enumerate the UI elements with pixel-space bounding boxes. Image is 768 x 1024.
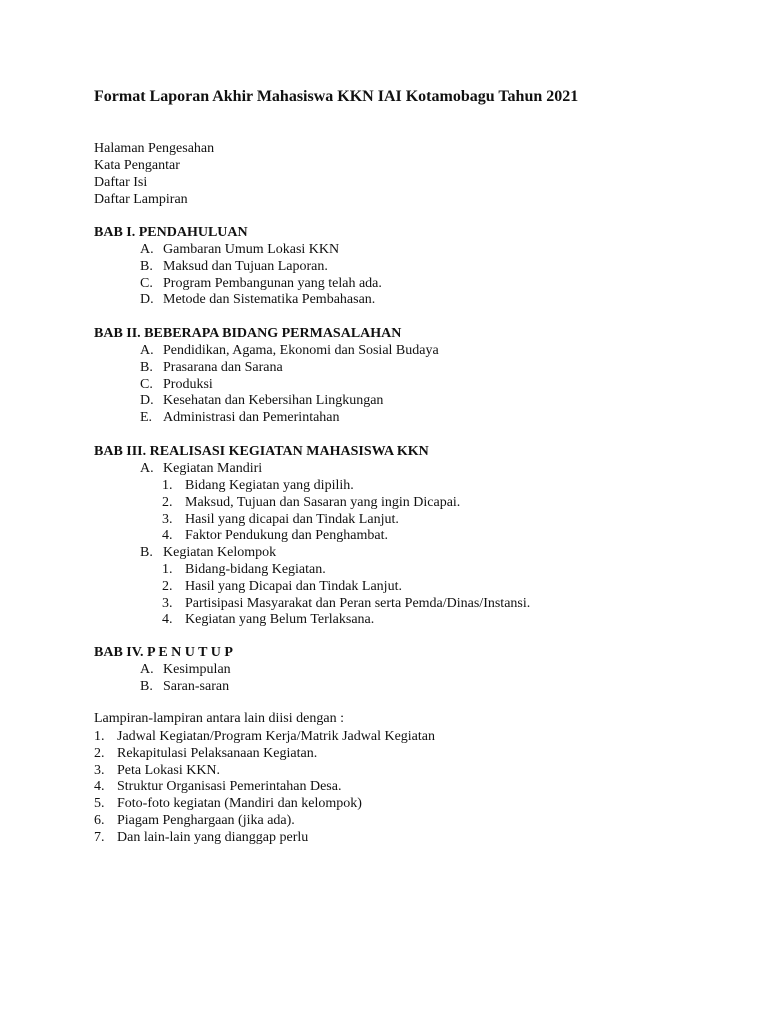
list-item-text: Hasil yang Dicapai dan Tindak Lanjut. (185, 578, 402, 594)
list-marker: 2. (162, 578, 173, 594)
list-item-text: Struktur Organisasi Pemerintahan Desa. (117, 779, 342, 795)
list-marker: B. (140, 678, 153, 694)
lampiran-intro: Lampiran-lampiran antara lain diisi dengan : (94, 711, 344, 726)
list-item-text: Bidang-bidang Kegiatan. (185, 562, 326, 577)
list-item-text: Maksud, Tujuan dan Sasaran yang ingin Dicapai. (185, 494, 461, 510)
bab1-heading: BAB I. PENDAHULUAN (94, 225, 248, 240)
list-marker: E. (140, 410, 153, 426)
list-item-text: Faktor Pendukung dan Penghambat. (185, 528, 388, 544)
list-marker: 4. (94, 779, 105, 795)
front-matter-item: Halaman Pengesahan (94, 141, 215, 156)
list-marker: 4. (162, 528, 173, 544)
list-marker: A. (140, 461, 154, 476)
list-item-text: Piagam Penghargaan (jika ada). (117, 812, 295, 828)
list-marker: B. (140, 359, 153, 375)
list-item-text: Produksi (163, 376, 213, 392)
list-item-text: Pendidikan, Agama, Ekonomi dan Sosial Budaya (163, 343, 439, 358)
document-title: Format Laporan Akhir Mahasiswa KKN IAI Kotamobagu Tahun 2021 (94, 88, 579, 105)
list-marker: 1. (94, 729, 105, 744)
list-item-text: Kegiatan yang Belum Terlaksana. (185, 612, 375, 628)
list-item-text: Program Pembangunan yang telah ada. (163, 275, 382, 291)
list-marker: A. (140, 343, 154, 358)
bab3-heading: BAB III. REALISASI KEGIATAN MAHASISWA KKN (94, 444, 429, 459)
list-marker: A. (140, 242, 154, 257)
list-marker: C. (140, 376, 153, 392)
list-item-text: Dan lain-lain yang dianggap perlu (117, 829, 309, 845)
list-item-text: Saran-saran (163, 678, 230, 694)
list-item-text: Kesehatan dan Kebersihan Lingkungan (163, 393, 384, 409)
list-item-text: Kegiatan Kelompok (163, 545, 277, 560)
list-item-text: Peta Lokasi KKN. (117, 762, 221, 778)
list-marker: D. (140, 292, 154, 308)
list-marker: 7. (94, 829, 105, 845)
list-marker: 6. (94, 812, 105, 828)
list-marker: B. (140, 545, 153, 560)
front-matter-item: Daftar Isi (94, 175, 148, 190)
list-item-text: Gambaran Umum Lokasi KKN (163, 242, 340, 257)
list-item-text: Metode dan Sistematika Pembahasan. (163, 292, 376, 308)
list-item-text: Prasarana dan Sarana (163, 359, 283, 375)
list-marker: 5. (94, 796, 105, 812)
list-item-text: Kesimpulan (163, 662, 231, 677)
bab4-heading: BAB IV. P E N U T U P (94, 645, 233, 660)
list-item-text: Administrasi dan Pemerintahan (163, 410, 340, 426)
list-marker: 3. (94, 762, 105, 778)
front-matter-item: Daftar Lampiran (94, 192, 188, 207)
list-marker: 3. (162, 595, 173, 611)
list-marker: C. (140, 275, 153, 291)
list-item-text: Partisipasi Masyarakat dan Peran serta Pemda/Dinas/Instansi. (185, 595, 531, 611)
bab2-heading: BAB II. BEBERAPA BIDANG PERMASALAHAN (94, 326, 402, 341)
list-item-text: Hasil yang dicapai dan Tindak Lanjut. (185, 511, 399, 527)
list-item-text: Bidang Kegiatan yang dipilih. (185, 478, 354, 493)
list-item-text: Kegiatan Mandiri (163, 461, 263, 476)
list-marker: A. (140, 662, 154, 677)
list-marker: 1. (162, 478, 173, 493)
list-item-text: Foto-foto kegiatan (Mandiri dan kelompok) (117, 796, 362, 812)
list-marker: 4. (162, 612, 173, 628)
list-marker: 2. (162, 494, 173, 510)
list-marker: 1. (162, 562, 173, 577)
list-marker: B. (140, 258, 153, 274)
front-matter-item: Kata Pengantar (94, 158, 180, 173)
list-item-text: Maksud dan Tujuan Laporan. (163, 258, 328, 274)
list-marker: 3. (162, 511, 173, 527)
list-item-text: Rekapitulasi Pelaksanaan Kegiatan. (117, 745, 318, 761)
list-item-text: Jadwal Kegiatan/Program Kerja/Matrik Jadwal Kegiatan (117, 729, 436, 744)
list-marker: 2. (94, 745, 105, 761)
list-marker: D. (140, 393, 154, 409)
front-matter-list (94, 140, 214, 208)
